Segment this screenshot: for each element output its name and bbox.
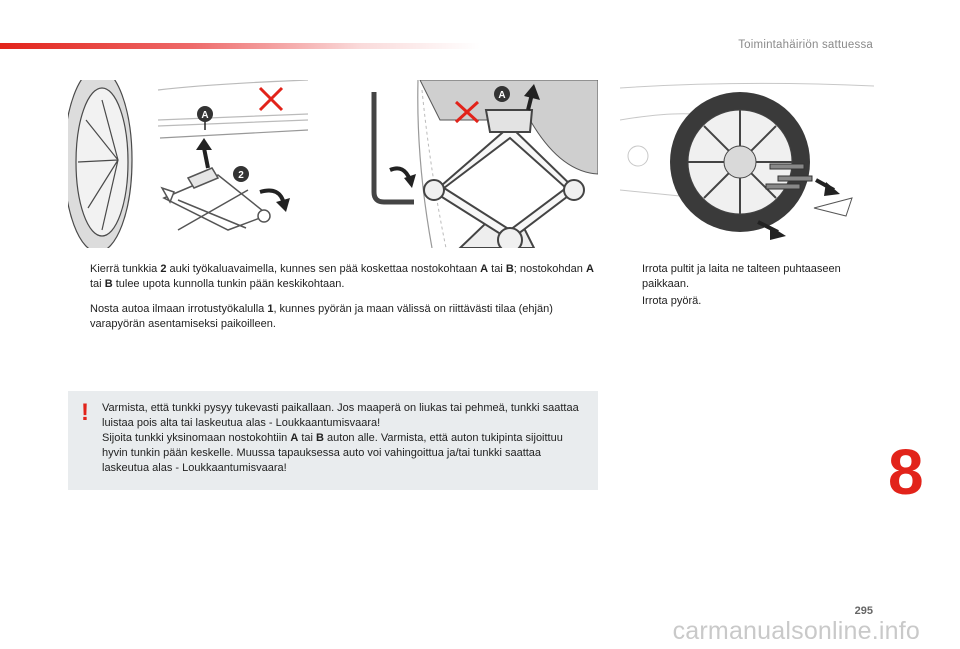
instruction-step bbox=[620, 294, 875, 309]
jack-unfold-illustration bbox=[68, 80, 308, 248]
warning-text bbox=[102, 401, 586, 476]
watermark: carmanualsonline.info bbox=[672, 617, 920, 645]
up-arrow-icon bbox=[204, 148, 208, 168]
text-run: tulee upota kunnolla tunkin pään keskikohtaan. bbox=[112, 278, 345, 290]
crank-handle bbox=[374, 92, 414, 202]
text-run: Nosta autoa ilmaan irrotustyökalulla bbox=[90, 303, 268, 315]
text-run: Varmista, että tunkki pysyy tukevasti paikallaan. Jos maaperä on liukas tai pehmeä, tunkki saattaa luistaa pois alta tai laskeutua alas - Loukkaantumisvaara! bbox=[102, 402, 579, 429]
text-run: ; nostokohdan bbox=[513, 263, 586, 275]
bold-reference: 1 bbox=[267, 303, 274, 315]
bold-reference: B bbox=[505, 263, 514, 275]
bold-reference: A bbox=[480, 263, 489, 275]
text-run: auton alle. Varmista, että auton tukipinta sijoittuu hyvin tunkin pään keskelle. Muussa tapauksessa auto voi vahingoittua ja/tai tunkki saattaa laskeutua alas - Loukkaantumisvaara! bbox=[102, 432, 563, 474]
svg-text:2: 2 bbox=[238, 170, 244, 181]
bold-reference: B bbox=[104, 278, 113, 290]
instruction-list-right bbox=[620, 262, 875, 311]
text-run: tai bbox=[488, 263, 506, 275]
instruction-step bbox=[68, 262, 598, 292]
text-run: Irrota pultit ja laita ne talteen puhtaaseen paikkaan. bbox=[642, 263, 841, 290]
bold-reference: A bbox=[290, 432, 299, 444]
text-run: tai bbox=[90, 278, 105, 290]
warning-icon: ! bbox=[81, 399, 89, 426]
wheel-remove-illustration bbox=[620, 80, 874, 248]
bold-reference: B bbox=[316, 432, 324, 444]
page-number: 295 bbox=[854, 605, 873, 617]
section-title: Toimintahäiriön sattuessa bbox=[738, 39, 873, 51]
bold-reference: A bbox=[585, 263, 594, 275]
text-run: , kunnes pyörän ja maan välissä on riittävästi tilaa (ehjän) varapyörän asentamiseksi paikoilleen. bbox=[90, 303, 553, 330]
instruction-step bbox=[620, 262, 875, 292]
instruction-step bbox=[68, 302, 598, 332]
instruction-list-left bbox=[68, 262, 598, 342]
text-run: Sijoita tunkki yksinomaan nostokohtiin bbox=[102, 432, 291, 444]
cross-icon bbox=[260, 88, 282, 110]
text-run: auki työkaluavaimella, kunnes sen pää koskettaa nostokohtaan bbox=[166, 263, 481, 275]
svg-text:A: A bbox=[498, 90, 506, 101]
warning-paragraph bbox=[102, 401, 586, 431]
svg-text:A: A bbox=[201, 110, 209, 121]
warning-box bbox=[68, 391, 598, 490]
text-run: tai bbox=[298, 432, 317, 444]
text-run: Irrota pyörä. bbox=[642, 295, 702, 307]
jack-raise-illustration bbox=[360, 80, 598, 248]
warning-paragraph bbox=[102, 431, 586, 476]
bold-reference: 2 bbox=[160, 263, 167, 275]
header-accent-bar bbox=[0, 43, 480, 49]
chapter-number: 8 bbox=[888, 436, 924, 508]
text-run: Kierrä tunkkia bbox=[90, 263, 161, 275]
